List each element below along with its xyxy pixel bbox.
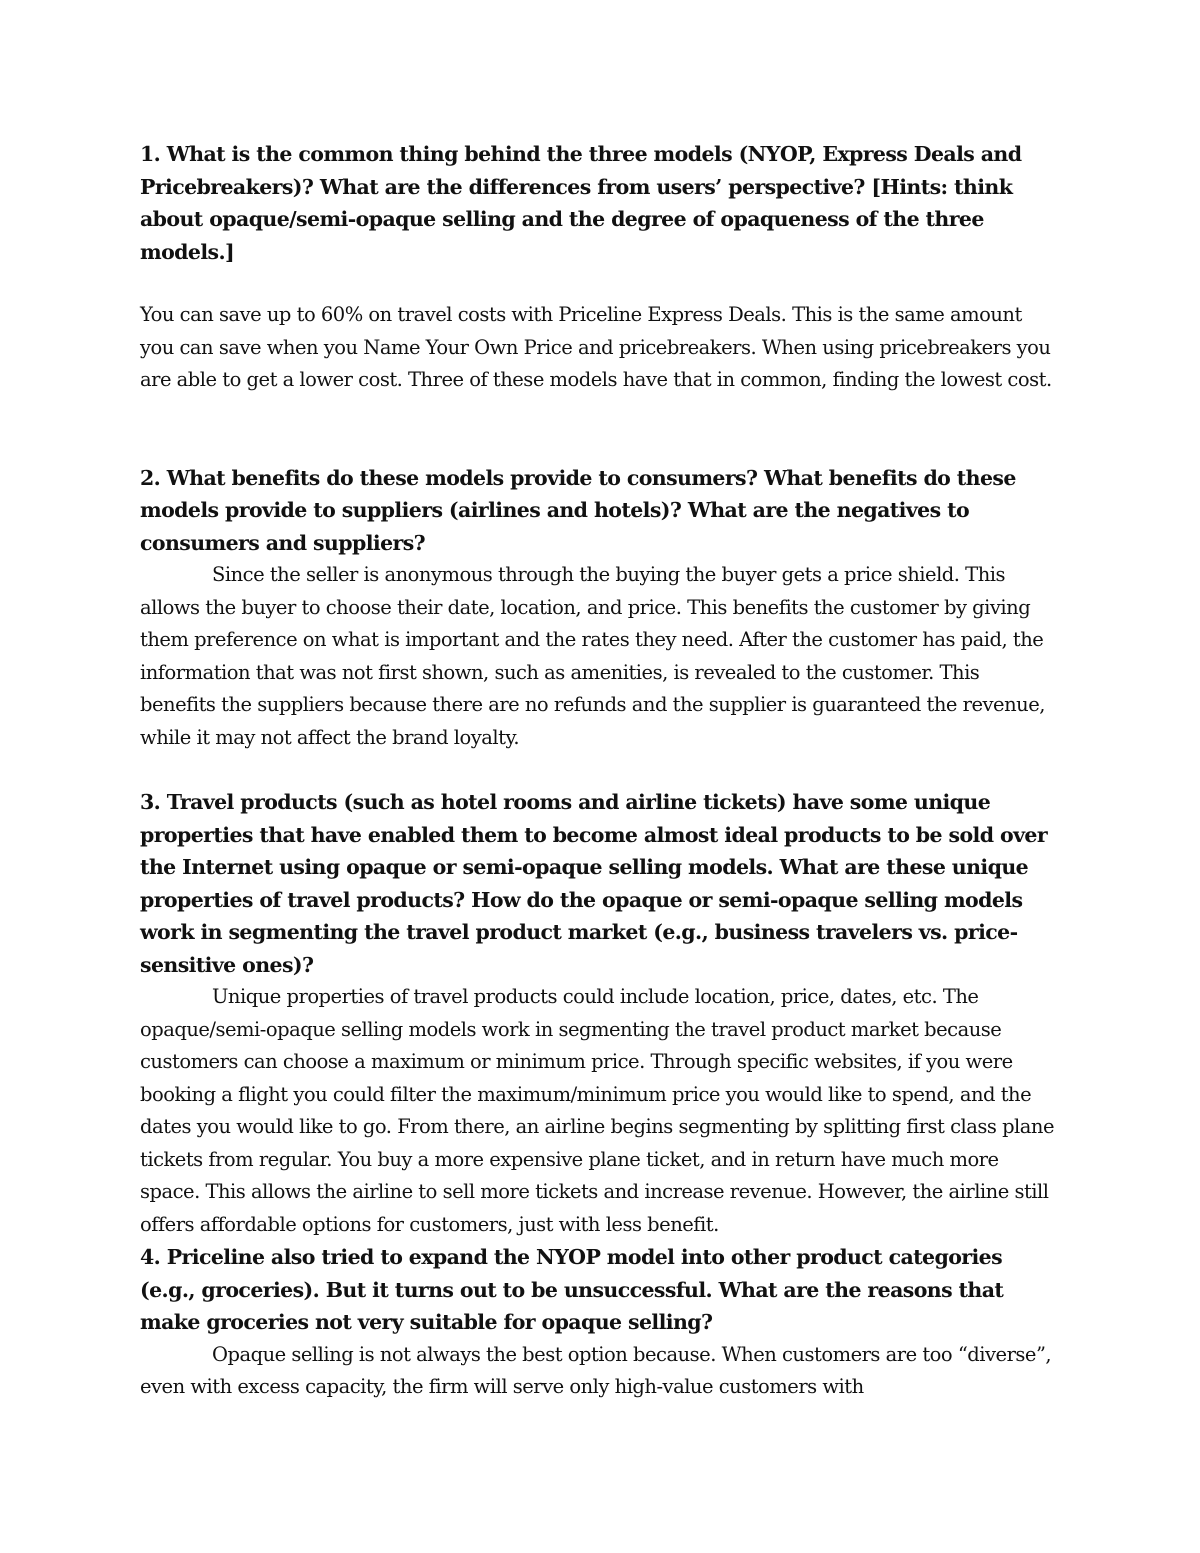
question-1: 1. What is the common thing behind the three models (NYOP, Express Deals and Pricebreakers)? What are the differences from users’ perspective? [Hints: think about opaque/semi-opaque selling and the degree of opaqueness of the three models.] xyxy=(140,142,1022,264)
question-3: 3. Travel products (such as hotel rooms and airline tickets) have some unique properties that have enabled them to become almost ideal products to be sold over the Internet using opaque or semi-opaque selling models. What are these unique properties of travel products? How do the opaque or semi-opaque selling models work in segmenting the travel product market (e.g., business travelers vs. price-sensitive ones)? xyxy=(140,790,1048,977)
document-page xyxy=(140,138,1060,1404)
answer-4: Opaque selling is not always the best option because. When customers are too “diverse”, even with excess capacity, the firm will serve only high-value customers with xyxy=(140,1342,1052,1398)
answer-2: Since the seller is anonymous through the buying the buyer gets a price shield. This allows the buyer to choose their date, location, and price. This benefits the customer by giving them preference on what is important and the rates they need. After the customer has paid, the information that was not first shown, such as amenities, is revealed to the customer. This benefits the suppliers because there are no refunds and the supplier is guaranteed the revenue, while it may not affect the brand loyalty. xyxy=(140,563,1045,749)
answer-3: Unique properties of travel products could include location, price, dates, etc. The opaque/semi-opaque selling models work in segmenting the travel product market because customers can choose a maximum or minimum price. Through specific websites, if you were booking a flight you could filter the maximum/minimum price you would like to spend, and the dates you would like to go. From there, an airline begins segmenting by splitting first class plane tickets from regular. You buy a more expensive plane ticket, and in return have much more space. This allows the airline to sell more tickets and increase revenue. However, the airline still offers affordable options for customers, just with less benefit. xyxy=(140,985,1055,1236)
question-2: 2. What benefits do these models provide to consumers? What benefits do these models provide to suppliers (airlines and hotels)? What are the negatives to consumers and suppliers? xyxy=(140,465,1016,555)
question-4: 4. Priceline also tried to expand the NYOP model into other product categories (e.g., groceries). But it turns out to be unsuccessful. What are the reasons that make groceries not very suitable for opaque selling? xyxy=(140,1245,1004,1334)
answer-1: You can save up to 60% on travel costs with Priceline Express Deals. This is the same amount you can save when you Name Your Own Price and pricebreakers. When using pricebreakers you are able to get a lower cost. Three of these models have that in common, finding the lowest cost. xyxy=(140,303,1052,391)
